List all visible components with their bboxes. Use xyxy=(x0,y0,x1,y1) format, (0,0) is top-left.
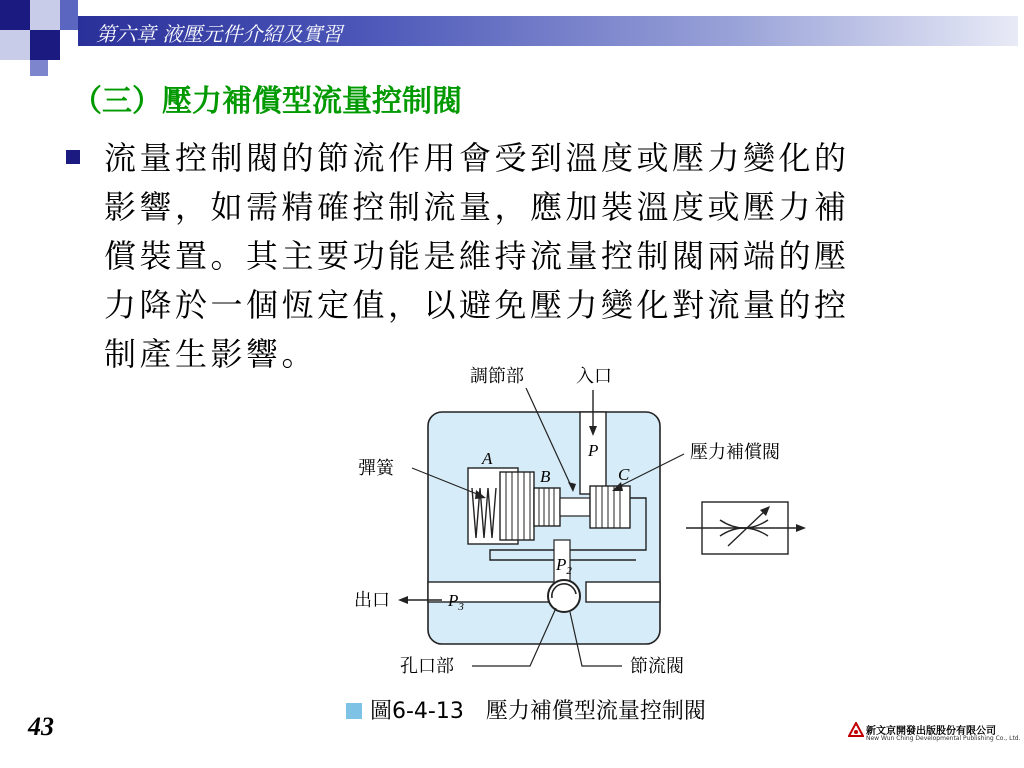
publisher-english: New Wun Ching Developmental Publishing Co., Ltd. xyxy=(866,735,1021,742)
label-a: A xyxy=(482,449,493,468)
label-adjust: 調節部 xyxy=(470,366,524,386)
label-compensator: 壓力補償閥 xyxy=(690,442,780,462)
label-p3: $P_3$ xyxy=(448,591,464,613)
label-orifice: 孔口部 xyxy=(400,656,454,676)
caption-marker xyxy=(346,703,362,719)
flow-control-symbol xyxy=(686,502,806,554)
bullet-icon xyxy=(66,150,80,164)
right-passage xyxy=(586,582,660,602)
section-title: （三）壓力補償型流量控制閥 xyxy=(72,84,462,119)
label-c: C xyxy=(618,465,630,484)
corner-square-3 xyxy=(60,0,78,30)
figure-caption xyxy=(346,694,706,725)
publisher-icon xyxy=(848,722,864,738)
corner-square-5 xyxy=(30,30,60,60)
publisher-name: 新文京開發出版股份有限公司 xyxy=(866,726,996,737)
caption-text: 圖6-4-13 壓力補償型流量控制閥 xyxy=(370,699,706,724)
label-outlet: 出口 xyxy=(354,590,390,610)
throttle-disc xyxy=(548,580,580,612)
label-throttle: 節流閥 xyxy=(630,656,684,676)
corner-square-2 xyxy=(30,0,60,30)
chapter-title: 第六章 液壓元件介紹及實習 xyxy=(96,22,343,46)
corner-square-4 xyxy=(0,30,30,60)
label-spring: 彈簧 xyxy=(358,458,394,478)
label-b: B xyxy=(540,467,551,486)
page-number: 43 xyxy=(28,712,54,741)
label-p: P xyxy=(588,441,599,460)
body-paragraph: 流量控制閥的節流作用會受到溫度或壓力變化的 影響，如需精確控制流量，應加裝溫度或壓力補 償裝置。其主要功能是維持流量控制閥兩端的壓 力降於一個恆定值，以避免壓力變化對流量的控 制產生影響。 xyxy=(104,139,850,373)
corner-square-6 xyxy=(30,60,48,76)
label-p2: $P_2$ xyxy=(556,555,572,577)
corner-square-1 xyxy=(0,0,30,30)
valve-diagram xyxy=(340,360,820,690)
spool-a xyxy=(500,472,534,540)
label-inlet: 入口 xyxy=(576,366,612,386)
passage-bc xyxy=(560,498,590,516)
spool-b xyxy=(534,488,560,526)
